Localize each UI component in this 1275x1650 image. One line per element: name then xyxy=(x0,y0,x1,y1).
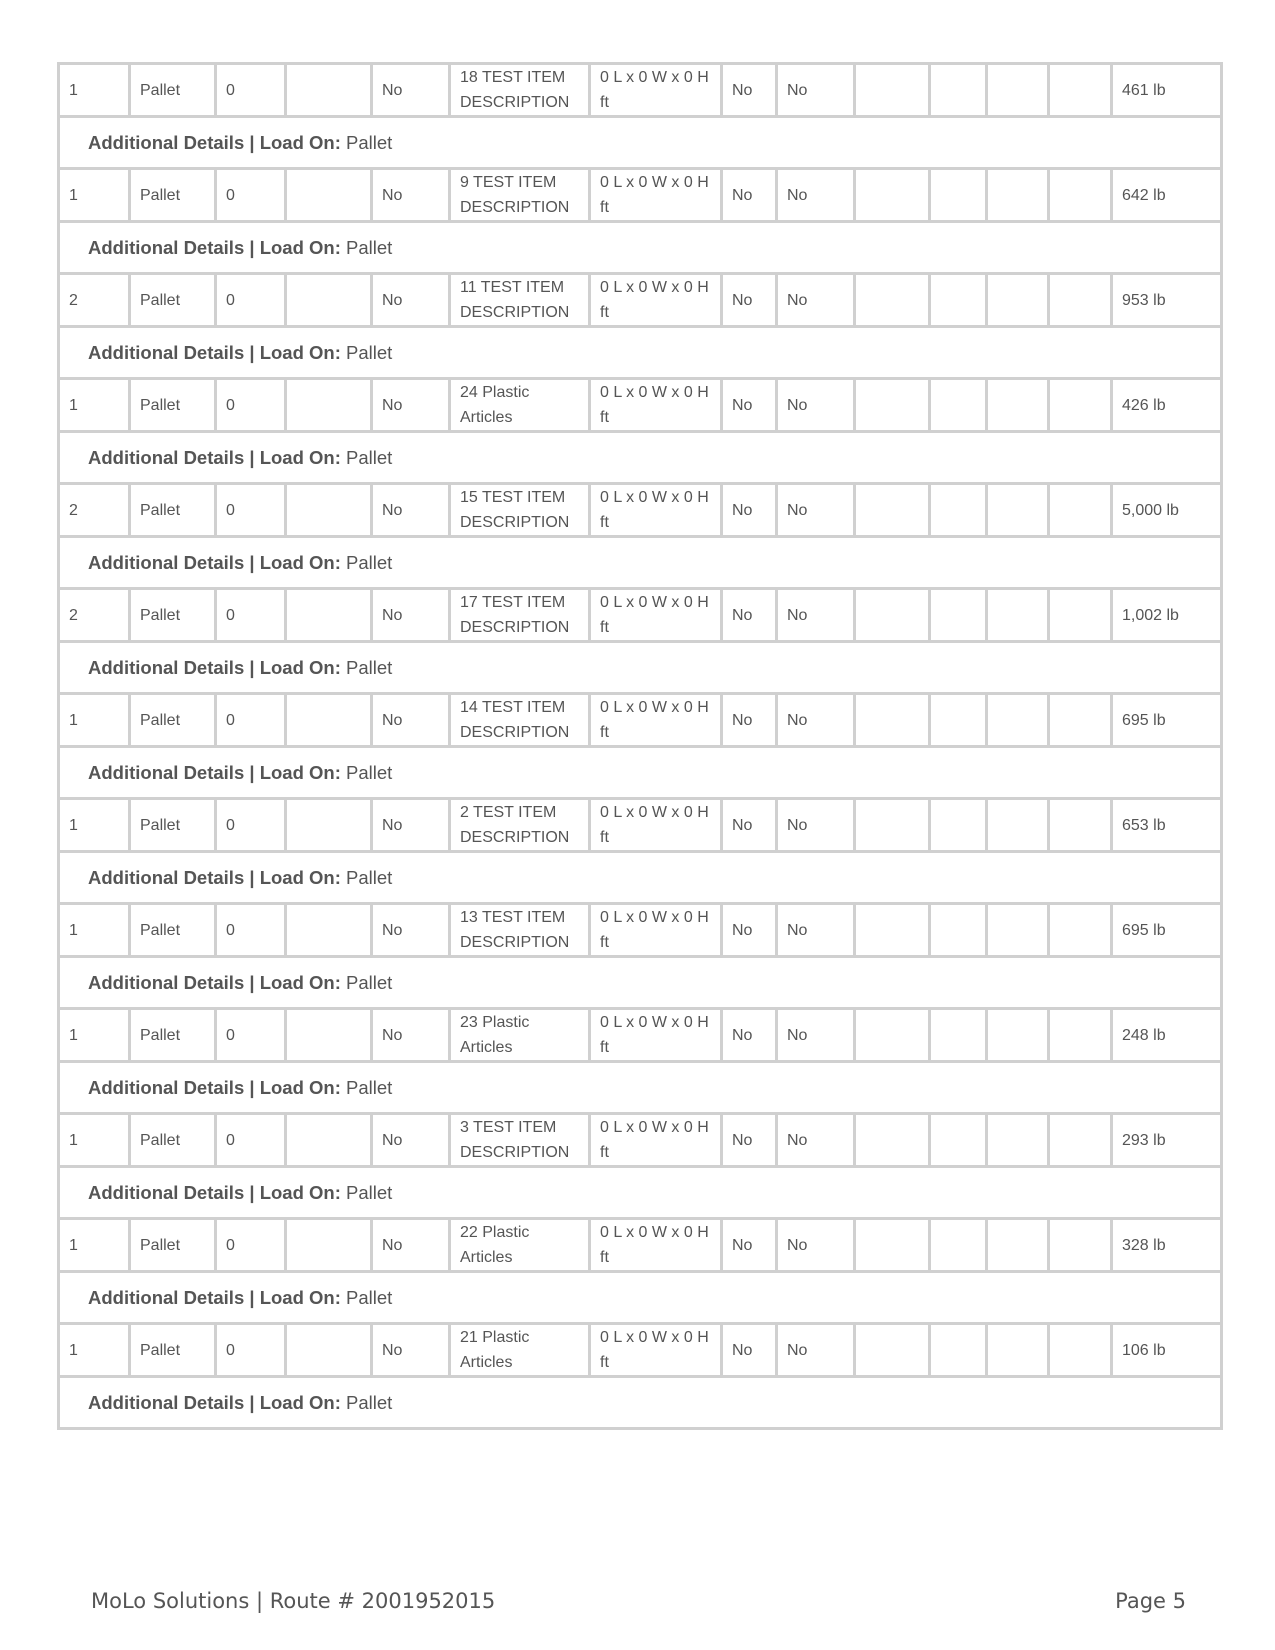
unit-cell: Pallet xyxy=(130,1114,216,1167)
table-row xyxy=(59,379,1222,432)
flag-cell: No xyxy=(777,1114,855,1167)
hazmat-cell: No xyxy=(372,274,450,327)
blank-cell xyxy=(286,379,372,432)
weight-cell: 426 lb xyxy=(1112,379,1222,432)
details-label: Additional Details | Load On: xyxy=(88,1077,341,1098)
load-on-value: Pallet xyxy=(346,1077,393,1098)
blank-cell xyxy=(930,1009,987,1062)
details-row xyxy=(59,327,1222,379)
weight-cell: 248 lb xyxy=(1112,1009,1222,1062)
details-cell xyxy=(59,117,1222,169)
load-on-value: Pallet xyxy=(346,867,393,888)
details-row xyxy=(59,957,1222,1009)
description-cell: 14 TEST ITEM DESCRIPTION xyxy=(450,694,590,747)
unit-cell: Pallet xyxy=(130,64,216,117)
blank-cell xyxy=(286,799,372,852)
flag-cell: No xyxy=(722,379,777,432)
hazmat-cell: No xyxy=(372,1114,450,1167)
flag-cell: No xyxy=(722,1324,777,1377)
flag-cell: No xyxy=(722,589,777,642)
details-label: Additional Details | Load On: xyxy=(88,342,341,363)
flag-cell: No xyxy=(777,799,855,852)
blank-cell xyxy=(1049,1114,1112,1167)
quantity-cell: 1 xyxy=(59,1324,130,1377)
hazmat-cell: No xyxy=(372,1324,450,1377)
details-label: Additional Details | Load On: xyxy=(88,972,341,993)
flag-cell: No xyxy=(722,1114,777,1167)
details-label: Additional Details | Load On: xyxy=(88,657,341,678)
blank-cell xyxy=(930,1324,987,1377)
flag-cell: No xyxy=(722,169,777,222)
blank-cell xyxy=(987,589,1049,642)
details-cell xyxy=(59,1272,1222,1324)
blank-cell xyxy=(855,169,930,222)
blank-cell xyxy=(286,1114,372,1167)
blank-cell xyxy=(286,1009,372,1062)
items-body xyxy=(59,64,1222,1429)
blank-cell xyxy=(855,904,930,957)
details-row xyxy=(59,537,1222,589)
details-label: Additional Details | Load On: xyxy=(88,237,341,258)
blank-cell xyxy=(1049,1324,1112,1377)
load-on-value: Pallet xyxy=(346,132,393,153)
blank-cell xyxy=(855,64,930,117)
quantity-cell: 1 xyxy=(59,694,130,747)
flag-cell: No xyxy=(722,904,777,957)
details-cell xyxy=(59,1167,1222,1219)
blank-cell xyxy=(855,274,930,327)
quantity-cell: 2 xyxy=(59,589,130,642)
details-row xyxy=(59,222,1222,274)
table-row xyxy=(59,694,1222,747)
blank-cell xyxy=(286,1324,372,1377)
blank-cell xyxy=(855,1114,930,1167)
flag-cell: No xyxy=(722,1219,777,1272)
blank-cell xyxy=(987,1219,1049,1272)
details-cell xyxy=(59,222,1222,274)
weight-cell: 1,002 lb xyxy=(1112,589,1222,642)
weight-cell: 293 lb xyxy=(1112,1114,1222,1167)
description-cell: 15 TEST ITEM DESCRIPTION xyxy=(450,484,590,537)
weight-cell: 695 lb xyxy=(1112,904,1222,957)
count-cell: 0 xyxy=(216,589,286,642)
details-cell xyxy=(59,852,1222,904)
flag-cell: No xyxy=(777,589,855,642)
weight-cell: 653 lb xyxy=(1112,799,1222,852)
dimensions-cell: 0 L x 0 W x 0 H ft xyxy=(590,169,722,222)
weight-cell: 106 lb xyxy=(1112,1324,1222,1377)
flag-cell: No xyxy=(722,274,777,327)
details-label: Additional Details | Load On: xyxy=(88,867,341,888)
blank-cell xyxy=(987,274,1049,327)
details-row xyxy=(59,1167,1222,1219)
blank-cell xyxy=(1049,379,1112,432)
table-row xyxy=(59,1114,1222,1167)
details-cell xyxy=(59,537,1222,589)
blank-cell xyxy=(855,484,930,537)
flag-cell: No xyxy=(777,1324,855,1377)
description-cell: 24 Plastic Articles xyxy=(450,379,590,432)
load-on-value: Pallet xyxy=(346,657,393,678)
details-row xyxy=(59,432,1222,484)
blank-cell xyxy=(987,694,1049,747)
count-cell: 0 xyxy=(216,274,286,327)
blank-cell xyxy=(987,64,1049,117)
description-cell: 13 TEST ITEM DESCRIPTION xyxy=(450,904,590,957)
blank-cell xyxy=(987,1114,1049,1167)
hazmat-cell: No xyxy=(372,1219,450,1272)
flag-cell: No xyxy=(777,1009,855,1062)
quantity-cell: 1 xyxy=(59,1114,130,1167)
blank-cell xyxy=(930,589,987,642)
count-cell: 0 xyxy=(216,694,286,747)
unit-cell: Pallet xyxy=(130,799,216,852)
unit-cell: Pallet xyxy=(130,169,216,222)
weight-cell: 328 lb xyxy=(1112,1219,1222,1272)
blank-cell xyxy=(286,484,372,537)
details-label: Additional Details | Load On: xyxy=(88,1287,341,1308)
flag-cell: No xyxy=(722,799,777,852)
hazmat-cell: No xyxy=(372,379,450,432)
quantity-cell: 1 xyxy=(59,64,130,117)
description-cell: 17 TEST ITEM DESCRIPTION xyxy=(450,589,590,642)
blank-cell xyxy=(987,484,1049,537)
description-cell: 18 TEST ITEM DESCRIPTION xyxy=(450,64,590,117)
details-cell xyxy=(59,327,1222,379)
unit-cell: Pallet xyxy=(130,1219,216,1272)
weight-cell: 953 lb xyxy=(1112,274,1222,327)
details-cell xyxy=(59,1062,1222,1114)
footer-route: MoLo Solutions | Route # 2001952015 xyxy=(91,1589,496,1613)
details-row xyxy=(59,1377,1222,1429)
items-table xyxy=(57,62,1223,1430)
count-cell: 0 xyxy=(216,1114,286,1167)
quantity-cell: 2 xyxy=(59,274,130,327)
dimensions-cell: 0 L x 0 W x 0 H ft xyxy=(590,379,722,432)
blank-cell xyxy=(930,379,987,432)
blank-cell xyxy=(1049,904,1112,957)
weight-cell: 5,000 lb xyxy=(1112,484,1222,537)
hazmat-cell: No xyxy=(372,484,450,537)
unit-cell: Pallet xyxy=(130,1324,216,1377)
details-row xyxy=(59,747,1222,799)
blank-cell xyxy=(1049,484,1112,537)
blank-cell xyxy=(286,589,372,642)
blank-cell xyxy=(930,799,987,852)
flag-cell: No xyxy=(777,169,855,222)
details-cell xyxy=(59,1377,1222,1429)
blank-cell xyxy=(930,169,987,222)
blank-cell xyxy=(1049,169,1112,222)
details-label: Additional Details | Load On: xyxy=(88,762,341,783)
count-cell: 0 xyxy=(216,799,286,852)
table-row xyxy=(59,1009,1222,1062)
weight-cell: 461 lb xyxy=(1112,64,1222,117)
hazmat-cell: No xyxy=(372,169,450,222)
details-cell xyxy=(59,957,1222,1009)
blank-cell xyxy=(930,274,987,327)
table-row xyxy=(59,799,1222,852)
table-row xyxy=(59,484,1222,537)
description-cell: 3 TEST ITEM DESCRIPTION xyxy=(450,1114,590,1167)
flag-cell: No xyxy=(777,64,855,117)
flag-cell: No xyxy=(777,904,855,957)
blank-cell xyxy=(930,64,987,117)
blank-cell xyxy=(987,379,1049,432)
dimensions-cell: 0 L x 0 W x 0 H ft xyxy=(590,484,722,537)
dimensions-cell: 0 L x 0 W x 0 H ft xyxy=(590,1114,722,1167)
hazmat-cell: No xyxy=(372,694,450,747)
details-cell xyxy=(59,642,1222,694)
unit-cell: Pallet xyxy=(130,694,216,747)
table-row xyxy=(59,589,1222,642)
quantity-cell: 1 xyxy=(59,169,130,222)
details-row xyxy=(59,1062,1222,1114)
table-row xyxy=(59,1324,1222,1377)
quantity-cell: 1 xyxy=(59,799,130,852)
unit-cell: Pallet xyxy=(130,904,216,957)
dimensions-cell: 0 L x 0 W x 0 H ft xyxy=(590,64,722,117)
unit-cell: Pallet xyxy=(130,1009,216,1062)
description-cell: 2 TEST ITEM DESCRIPTION xyxy=(450,799,590,852)
flag-cell: No xyxy=(777,1219,855,1272)
flag-cell: No xyxy=(777,274,855,327)
blank-cell xyxy=(930,1219,987,1272)
blank-cell xyxy=(286,694,372,747)
blank-cell xyxy=(286,904,372,957)
count-cell: 0 xyxy=(216,484,286,537)
quantity-cell: 1 xyxy=(59,379,130,432)
count-cell: 0 xyxy=(216,379,286,432)
quantity-cell: 2 xyxy=(59,484,130,537)
details-label: Additional Details | Load On: xyxy=(88,447,341,468)
load-on-value: Pallet xyxy=(346,342,393,363)
details-label: Additional Details | Load On: xyxy=(88,1182,341,1203)
flag-cell: No xyxy=(722,64,777,117)
blank-cell xyxy=(930,694,987,747)
flag-cell: No xyxy=(777,694,855,747)
details-row xyxy=(59,852,1222,904)
dimensions-cell: 0 L x 0 W x 0 H ft xyxy=(590,589,722,642)
blank-cell xyxy=(1049,274,1112,327)
description-cell: 9 TEST ITEM DESCRIPTION xyxy=(450,169,590,222)
hazmat-cell: No xyxy=(372,799,450,852)
flag-cell: No xyxy=(777,484,855,537)
details-row xyxy=(59,642,1222,694)
quantity-cell: 1 xyxy=(59,1009,130,1062)
blank-cell xyxy=(1049,1009,1112,1062)
dimensions-cell: 0 L x 0 W x 0 H ft xyxy=(590,1324,722,1377)
weight-cell: 695 lb xyxy=(1112,694,1222,747)
load-on-value: Pallet xyxy=(346,237,393,258)
count-cell: 0 xyxy=(216,1009,286,1062)
blank-cell xyxy=(987,904,1049,957)
unit-cell: Pallet xyxy=(130,484,216,537)
blank-cell xyxy=(286,169,372,222)
blank-cell xyxy=(1049,694,1112,747)
unit-cell: Pallet xyxy=(130,379,216,432)
quantity-cell: 1 xyxy=(59,904,130,957)
unit-cell: Pallet xyxy=(130,274,216,327)
flag-cell: No xyxy=(722,1009,777,1062)
load-on-value: Pallet xyxy=(346,447,393,468)
dimensions-cell: 0 L x 0 W x 0 H ft xyxy=(590,1009,722,1062)
blank-cell xyxy=(855,799,930,852)
description-cell: 23 Plastic Articles xyxy=(450,1009,590,1062)
blank-cell xyxy=(286,64,372,117)
hazmat-cell: No xyxy=(372,589,450,642)
blank-cell xyxy=(930,904,987,957)
hazmat-cell: No xyxy=(372,904,450,957)
weight-cell: 642 lb xyxy=(1112,169,1222,222)
unit-cell: Pallet xyxy=(130,589,216,642)
dimensions-cell: 0 L x 0 W x 0 H ft xyxy=(590,694,722,747)
description-cell: 22 Plastic Articles xyxy=(450,1219,590,1272)
blank-cell xyxy=(286,1219,372,1272)
table-row xyxy=(59,274,1222,327)
load-on-value: Pallet xyxy=(346,552,393,573)
count-cell: 0 xyxy=(216,169,286,222)
count-cell: 0 xyxy=(216,64,286,117)
table-row xyxy=(59,64,1222,117)
blank-cell xyxy=(1049,64,1112,117)
count-cell: 0 xyxy=(216,1324,286,1377)
table-row xyxy=(59,1219,1222,1272)
blank-cell xyxy=(855,379,930,432)
count-cell: 0 xyxy=(216,904,286,957)
hazmat-cell: No xyxy=(372,1009,450,1062)
blank-cell xyxy=(1049,1219,1112,1272)
details-row xyxy=(59,117,1222,169)
dimensions-cell: 0 L x 0 W x 0 H ft xyxy=(590,1219,722,1272)
footer-page-number: Page 5 xyxy=(1115,1589,1186,1613)
blank-cell xyxy=(855,1324,930,1377)
blank-cell xyxy=(987,1009,1049,1062)
blank-cell xyxy=(930,484,987,537)
blank-cell xyxy=(987,1324,1049,1377)
details-cell xyxy=(59,432,1222,484)
load-on-value: Pallet xyxy=(346,972,393,993)
dimensions-cell: 0 L x 0 W x 0 H ft xyxy=(590,904,722,957)
blank-cell xyxy=(987,799,1049,852)
details-row xyxy=(59,1272,1222,1324)
quantity-cell: 1 xyxy=(59,1219,130,1272)
blank-cell xyxy=(930,1114,987,1167)
details-label: Additional Details | Load On: xyxy=(88,132,341,153)
description-cell: 21 Plastic Articles xyxy=(450,1324,590,1377)
flag-cell: No xyxy=(722,484,777,537)
dimensions-cell: 0 L x 0 W x 0 H ft xyxy=(590,274,722,327)
details-cell xyxy=(59,747,1222,799)
table-row xyxy=(59,904,1222,957)
details-label: Additional Details | Load On: xyxy=(88,552,341,573)
load-on-value: Pallet xyxy=(346,762,393,783)
load-on-value: Pallet xyxy=(346,1392,393,1413)
blank-cell xyxy=(987,169,1049,222)
hazmat-cell: No xyxy=(372,64,450,117)
load-on-value: Pallet xyxy=(346,1287,393,1308)
description-cell: 11 TEST ITEM DESCRIPTION xyxy=(450,274,590,327)
flag-cell: No xyxy=(777,379,855,432)
blank-cell xyxy=(1049,589,1112,642)
dimensions-cell: 0 L x 0 W x 0 H ft xyxy=(590,799,722,852)
blank-cell xyxy=(855,694,930,747)
blank-cell xyxy=(855,589,930,642)
blank-cell xyxy=(286,274,372,327)
details-label: Additional Details | Load On: xyxy=(88,1392,341,1413)
blank-cell xyxy=(855,1009,930,1062)
blank-cell xyxy=(855,1219,930,1272)
flag-cell: No xyxy=(722,694,777,747)
blank-cell xyxy=(1049,799,1112,852)
count-cell: 0 xyxy=(216,1219,286,1272)
load-on-value: Pallet xyxy=(346,1182,393,1203)
table-row xyxy=(59,169,1222,222)
